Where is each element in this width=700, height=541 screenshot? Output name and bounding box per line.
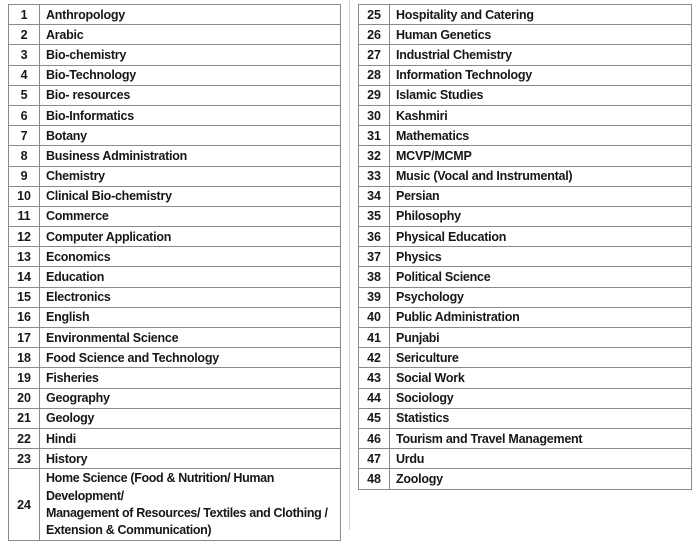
subject-name-cell: English bbox=[40, 307, 341, 327]
subject-number-cell: 3 bbox=[9, 45, 40, 65]
subject-name-cell: Mathematics bbox=[390, 126, 692, 146]
subject-name-cell: Sericulture bbox=[390, 348, 692, 368]
subject-number-cell: 41 bbox=[359, 328, 390, 348]
subject-number-cell: 12 bbox=[9, 227, 40, 247]
subject-number-cell: 43 bbox=[359, 368, 390, 388]
table-row bbox=[9, 65, 341, 85]
subject-name-cell: Zoology bbox=[390, 469, 692, 489]
subject-name-line: Management of Resources/ Textiles and Clothing / bbox=[46, 505, 328, 520]
table-row bbox=[9, 25, 341, 45]
subject-name-cell: Music (Vocal and Instrumental) bbox=[390, 166, 692, 186]
table-row bbox=[9, 368, 341, 388]
subject-number-cell: 46 bbox=[359, 428, 390, 448]
subject-name-cell: Anthropology bbox=[40, 5, 341, 25]
subject-number-cell: 35 bbox=[359, 206, 390, 226]
subject-name-cell: Electronics bbox=[40, 287, 341, 307]
subject-number-cell: 6 bbox=[9, 105, 40, 125]
subject-name-cell: Hindi bbox=[40, 428, 341, 448]
subject-name-cell: Physics bbox=[390, 247, 692, 267]
subject-number-cell: 38 bbox=[359, 267, 390, 287]
subject-number-cell: 16 bbox=[9, 307, 40, 327]
subject-number-cell: 42 bbox=[359, 348, 390, 368]
table-row bbox=[9, 105, 341, 125]
subject-name-cell: Bio-chemistry bbox=[40, 45, 341, 65]
subject-number-cell: 29 bbox=[359, 85, 390, 105]
subject-number-cell: 13 bbox=[9, 247, 40, 267]
subject-name-cell: Urdu bbox=[390, 449, 692, 469]
subject-number-cell: 11 bbox=[9, 206, 40, 226]
subject-name-cell: Bio- resources bbox=[40, 85, 341, 105]
table-row bbox=[9, 166, 341, 186]
subject-number-cell: 25 bbox=[359, 5, 390, 25]
table-row bbox=[359, 388, 692, 408]
table-row bbox=[9, 146, 341, 166]
subject-number-cell: 1 bbox=[9, 5, 40, 25]
table-row bbox=[359, 408, 692, 428]
table-row bbox=[9, 449, 341, 469]
subject-table-left bbox=[8, 4, 341, 541]
subject-number-cell: 21 bbox=[9, 408, 40, 428]
subject-name-cell: Education bbox=[40, 267, 341, 287]
subject-number-cell: 27 bbox=[359, 45, 390, 65]
subject-name-cell: Commerce bbox=[40, 206, 341, 226]
subject-number-cell: 22 bbox=[9, 428, 40, 448]
subject-number-cell: 32 bbox=[359, 146, 390, 166]
subject-name-cell: Sociology bbox=[390, 388, 692, 408]
subject-number-cell: 5 bbox=[9, 85, 40, 105]
table-row bbox=[359, 85, 692, 105]
subject-name-cell: Statistics bbox=[390, 408, 692, 428]
subject-name-line: Extension & Communication) bbox=[46, 522, 212, 537]
table-row bbox=[9, 85, 341, 105]
table-row bbox=[359, 348, 692, 368]
subject-name-cell: Business Administration bbox=[40, 146, 341, 166]
subject-name-cell: Information Technology bbox=[390, 65, 692, 85]
subject-name-cell: Psychology bbox=[390, 287, 692, 307]
subject-number-cell: 19 bbox=[9, 368, 40, 388]
subject-name-cell: MCVP/MCMP bbox=[390, 146, 692, 166]
subject-name-cell: Computer Application bbox=[40, 227, 341, 247]
subject-name-cell: Geology bbox=[40, 408, 341, 428]
subject-name-cell: Clinical Bio-chemistry bbox=[40, 186, 341, 206]
subject-number-cell: 30 bbox=[359, 105, 390, 125]
subject-table-left-body bbox=[9, 5, 341, 541]
subject-number-cell: 9 bbox=[9, 166, 40, 186]
subject-name-cell: Arabic bbox=[40, 25, 341, 45]
subject-number-cell: 8 bbox=[9, 146, 40, 166]
subject-number-cell: 20 bbox=[9, 388, 40, 408]
subject-name-cell: Human Genetics bbox=[390, 25, 692, 45]
subject-number-cell: 28 bbox=[359, 65, 390, 85]
table-row bbox=[359, 267, 692, 287]
table-row bbox=[359, 126, 692, 146]
table-row bbox=[359, 328, 692, 348]
subject-number-cell: 31 bbox=[359, 126, 390, 146]
table-row bbox=[9, 126, 341, 146]
table-row bbox=[9, 45, 341, 65]
subject-number-cell: 36 bbox=[359, 227, 390, 247]
subject-name-cell: Economics bbox=[40, 247, 341, 267]
subject-name-cell: Hospitality and Catering bbox=[390, 5, 692, 25]
subject-number-cell: 44 bbox=[359, 388, 390, 408]
subject-name-line: Home Science (Food & Nutrition/ Human Development/ bbox=[46, 471, 275, 503]
subject-table-right bbox=[358, 4, 692, 490]
subject-number-cell: 39 bbox=[359, 287, 390, 307]
subject-name-cell: Philosophy bbox=[390, 206, 692, 226]
subject-number-cell: 34 bbox=[359, 186, 390, 206]
subject-name-cell: Islamic Studies bbox=[390, 85, 692, 105]
table-row bbox=[359, 186, 692, 206]
column-divider bbox=[349, 0, 350, 530]
subject-name-cell: Persian bbox=[390, 186, 692, 206]
table-row bbox=[359, 45, 692, 65]
subject-name-cell: History bbox=[40, 449, 341, 469]
table-row bbox=[359, 368, 692, 388]
subject-number-cell: 2 bbox=[9, 25, 40, 45]
subject-number-cell: 37 bbox=[359, 247, 390, 267]
subject-number-cell: 47 bbox=[359, 449, 390, 469]
subject-name-cell: Botany bbox=[40, 126, 341, 146]
subject-number-cell: 45 bbox=[359, 408, 390, 428]
subject-number-cell: 26 bbox=[359, 25, 390, 45]
table-row bbox=[9, 388, 341, 408]
table-row bbox=[359, 247, 692, 267]
table-row bbox=[9, 5, 341, 25]
subject-name-cell: Social Work bbox=[390, 368, 692, 388]
subject-name-cell: Kashmiri bbox=[390, 105, 692, 125]
table-row bbox=[359, 206, 692, 226]
subject-name-cell: Food Science and Technology bbox=[40, 348, 341, 368]
subject-name-cell: Chemistry bbox=[40, 166, 341, 186]
subject-number-cell: 10 bbox=[9, 186, 40, 206]
subject-name-cell: Physical Education bbox=[390, 227, 692, 247]
table-row bbox=[359, 287, 692, 307]
table-row bbox=[359, 146, 692, 166]
subject-name-cell: Bio-Technology bbox=[40, 65, 341, 85]
table-row bbox=[359, 166, 692, 186]
table-row bbox=[9, 186, 341, 206]
subject-name-cell: Fisheries bbox=[40, 368, 341, 388]
subject-name-cell: Industrial Chemistry bbox=[390, 45, 692, 65]
subject-number-cell: 24 bbox=[9, 469, 40, 541]
table-row bbox=[359, 105, 692, 125]
subject-number-cell: 15 bbox=[9, 287, 40, 307]
subject-name-cell: Punjabi bbox=[390, 328, 692, 348]
table-row bbox=[9, 247, 341, 267]
subject-number-cell: 17 bbox=[9, 328, 40, 348]
table-row bbox=[9, 328, 341, 348]
subject-name-cell: Political Science bbox=[390, 267, 692, 287]
table-row bbox=[9, 307, 341, 327]
table-row bbox=[9, 428, 341, 448]
subject-name-cell: Bio-Informatics bbox=[40, 105, 341, 125]
table-row bbox=[9, 408, 341, 428]
table-row bbox=[359, 227, 692, 247]
table-row bbox=[9, 227, 341, 247]
subject-number-cell: 23 bbox=[9, 449, 40, 469]
table-row bbox=[359, 5, 692, 25]
subject-number-cell: 4 bbox=[9, 65, 40, 85]
table-row bbox=[9, 206, 341, 226]
subject-number-cell: 7 bbox=[9, 126, 40, 146]
table-row bbox=[9, 348, 341, 368]
subject-number-cell: 18 bbox=[9, 348, 40, 368]
table-row bbox=[359, 65, 692, 85]
subject-number-cell: 33 bbox=[359, 166, 390, 186]
table-row bbox=[359, 307, 692, 327]
subject-name-cell: Public Administration bbox=[390, 307, 692, 327]
subject-number-cell: 48 bbox=[359, 469, 390, 489]
subject-name-cell: Environmental Science bbox=[40, 328, 341, 348]
table-row bbox=[9, 287, 341, 307]
table-row bbox=[9, 267, 341, 287]
table-row bbox=[359, 469, 692, 489]
subject-name-cell: Tourism and Travel Management bbox=[390, 428, 692, 448]
table-row bbox=[359, 25, 692, 45]
subject-table-right-body bbox=[359, 5, 692, 490]
table-row bbox=[359, 428, 692, 448]
subject-number-cell: 40 bbox=[359, 307, 390, 327]
subject-number-cell: 14 bbox=[9, 267, 40, 287]
subject-name-cell: Geography bbox=[40, 388, 341, 408]
table-row bbox=[359, 449, 692, 469]
